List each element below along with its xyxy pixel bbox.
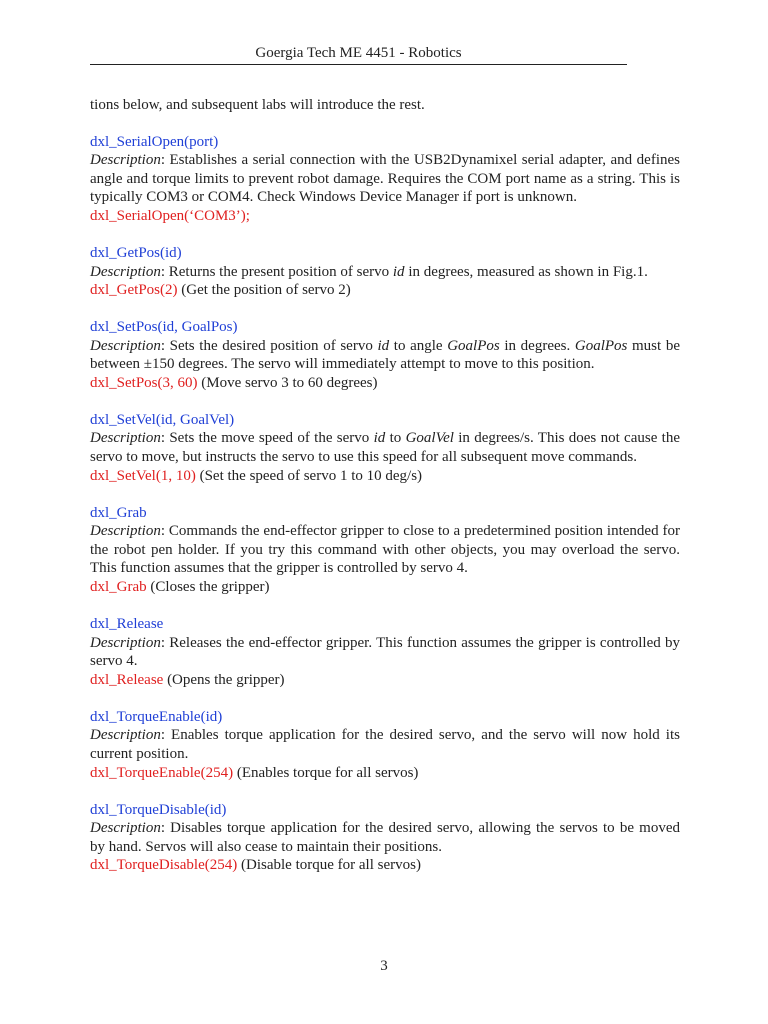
param-name: GoalPos <box>447 337 500 354</box>
function-signature: dxl_Grab <box>90 504 147 521</box>
description-text: Enables torque application for the desired servo, and the servo will now hold its current position. <box>90 727 680 762</box>
function-example <box>90 578 680 597</box>
description-label: Description <box>90 634 161 651</box>
function-entry-setpos <box>90 318 680 392</box>
function-description: Description: Returns the present position of servo id in degrees, measured as shown in Fig.1. <box>90 263 648 280</box>
description-label: Description <box>90 263 161 280</box>
description-text: Releases the end-effector gripper. This function assumes the gripper is controlled by servo 4. <box>90 634 681 670</box>
function-entry-serialopen <box>90 133 680 226</box>
example-call: dxl_SetPos(3, 60) <box>90 374 198 391</box>
function-example <box>90 281 680 300</box>
page-number: 3 <box>380 958 388 974</box>
function-example <box>90 671 680 690</box>
description-text: in degrees. <box>499 337 575 354</box>
example-note: (Closes the gripper) <box>150 579 270 596</box>
example-note: (Set the speed of servo 1 to 10 deg/s) <box>199 467 423 484</box>
param-name: GoalVel <box>405 430 454 447</box>
example-call: dxl_SerialOpen(‘COM3’); <box>90 207 250 224</box>
function-entry-release <box>90 615 680 689</box>
function-description: Description: Sets the move speed of the servo id to GoalVel in degrees/s. This does not cause the servo to move, but instructs the servo to use this speed for all subsequent move commands. <box>90 430 680 466</box>
function-signature: dxl_GetPos(id) <box>90 244 182 261</box>
example-call: dxl_TorqueEnable(254) <box>90 764 234 781</box>
description-label: Description <box>90 152 161 169</box>
example-call: dxl_SetVel(1, 10) <box>90 467 196 484</box>
description-label: Description <box>90 820 161 837</box>
function-example <box>90 207 680 226</box>
function-entry-grab <box>90 504 680 597</box>
function-entry-setvel <box>90 411 680 485</box>
description-text: Returns the present position of servo <box>168 263 393 280</box>
function-description: Description: Sets the desired position of servo id to angle GoalPos in degrees. GoalPos must be between ±150 degrees. The servo will immediately attempt to move to this position. <box>90 337 680 373</box>
intro-text: tions below, and subsequent labs will introduce the rest. <box>90 97 425 113</box>
example-note: (Enables torque for all servos) <box>236 764 419 781</box>
function-signature: dxl_SetPos(id, GoalPos) <box>90 319 238 336</box>
example-note: (Move servo 3 to 60 degrees) <box>201 374 378 391</box>
example-call: dxl_TorqueDisable(254) <box>90 857 238 874</box>
param-name: GoalPos <box>574 337 628 354</box>
description-text: Sets the desired position of servo <box>169 337 378 354</box>
param-name: id <box>373 430 386 447</box>
example-call: dxl_GetPos(2) <box>90 282 178 299</box>
function-example <box>90 467 680 486</box>
description-text: Disables torque application for the desired servo, allowing the servos to be moved by hand. Servos will also cease to maintain their positions. <box>90 820 680 855</box>
description-text: to angle <box>389 337 448 354</box>
example-call: dxl_Release <box>90 671 164 688</box>
description-text: to <box>385 430 406 447</box>
param-name: id <box>377 337 390 354</box>
description-label: Description <box>90 523 161 540</box>
function-entry-torquedisable <box>90 801 680 875</box>
header-rule <box>90 64 627 65</box>
running-header: Goergia Tech ME 4451 - Robotics <box>255 45 462 61</box>
function-signature: dxl_TorqueEnable(id) <box>90 708 223 725</box>
example-call: dxl_Grab <box>90 579 147 596</box>
function-signature: dxl_SetVel(id, GoalVel) <box>90 411 235 428</box>
function-entry-getpos <box>90 244 680 300</box>
description-text: Commands the end-effector gripper to close to a predetermined position intended for the robot pen holder. If you try this command with other objects, you may overload the servo. This function assumes that the gripper is controlled by servo 4. <box>90 523 680 577</box>
example-note: (Get the position of servo 2) <box>181 282 351 299</box>
function-entry-torqueenable <box>90 708 680 782</box>
main-content <box>90 96 680 893</box>
function-signature: dxl_SerialOpen(port) <box>90 133 219 150</box>
function-example <box>90 764 680 783</box>
function-signature: dxl_TorqueDisable(id) <box>90 801 227 818</box>
function-description: Description: Enables torque application for the desired servo, and the servo will now hold its current position. <box>90 727 680 762</box>
description-label: Description <box>90 430 161 447</box>
param-name: id <box>392 263 405 280</box>
description-text: Sets the move speed of the servo <box>169 430 374 447</box>
example-note: (Opens the gripper) <box>167 671 285 688</box>
function-description: Description: Disables torque application for the desired servo, allowing the servos to be moved by hand. Servos will also cease to maintain their positions. <box>90 820 680 855</box>
description-label: Description <box>90 727 161 744</box>
function-description: Description: Releases the end-effector gripper. This function assumes the gripper is controlled by servo 4. <box>90 634 681 670</box>
function-example <box>90 856 680 875</box>
description-text: in degrees/s. This does not cause the servo to move, but instructs the servo to use this speed for all subsequent move commands. <box>90 430 680 466</box>
description-label: Description <box>90 337 161 354</box>
function-signature: dxl_Release <box>90 616 164 633</box>
function-example <box>90 374 680 393</box>
example-note: (Disable torque for all servos) <box>241 857 421 874</box>
description-text: in degrees, measured as shown in Fig.1. <box>404 263 648 280</box>
description-text: must be between ±150 degrees. The servo will immediately attempt to move to this position. <box>90 337 680 373</box>
function-description: Description: Establishes a serial connection with the USB2Dynamixel serial adapter, and defines angle and torque limits to prevent robot damage. Requires the COM port name as a string. This is typically COM3 or COM4. Check Windows Device Manager if port is unknown. <box>90 152 680 206</box>
description-text: Establishes a serial connection with the USB2Dynamixel serial adapter, and defines angle and torque limits to prevent robot damage. Requires the COM port name as a string. This is typically COM3 or COM4. Check Windows Device Manager if port is unknown. <box>90 152 680 206</box>
function-description: Description: Commands the end-effector gripper to close to a predetermined position intended for the robot pen holder. If you try this command with other objects, you may overload the servo. This function assumes that the gripper is controlled by servo 4. <box>90 523 680 577</box>
